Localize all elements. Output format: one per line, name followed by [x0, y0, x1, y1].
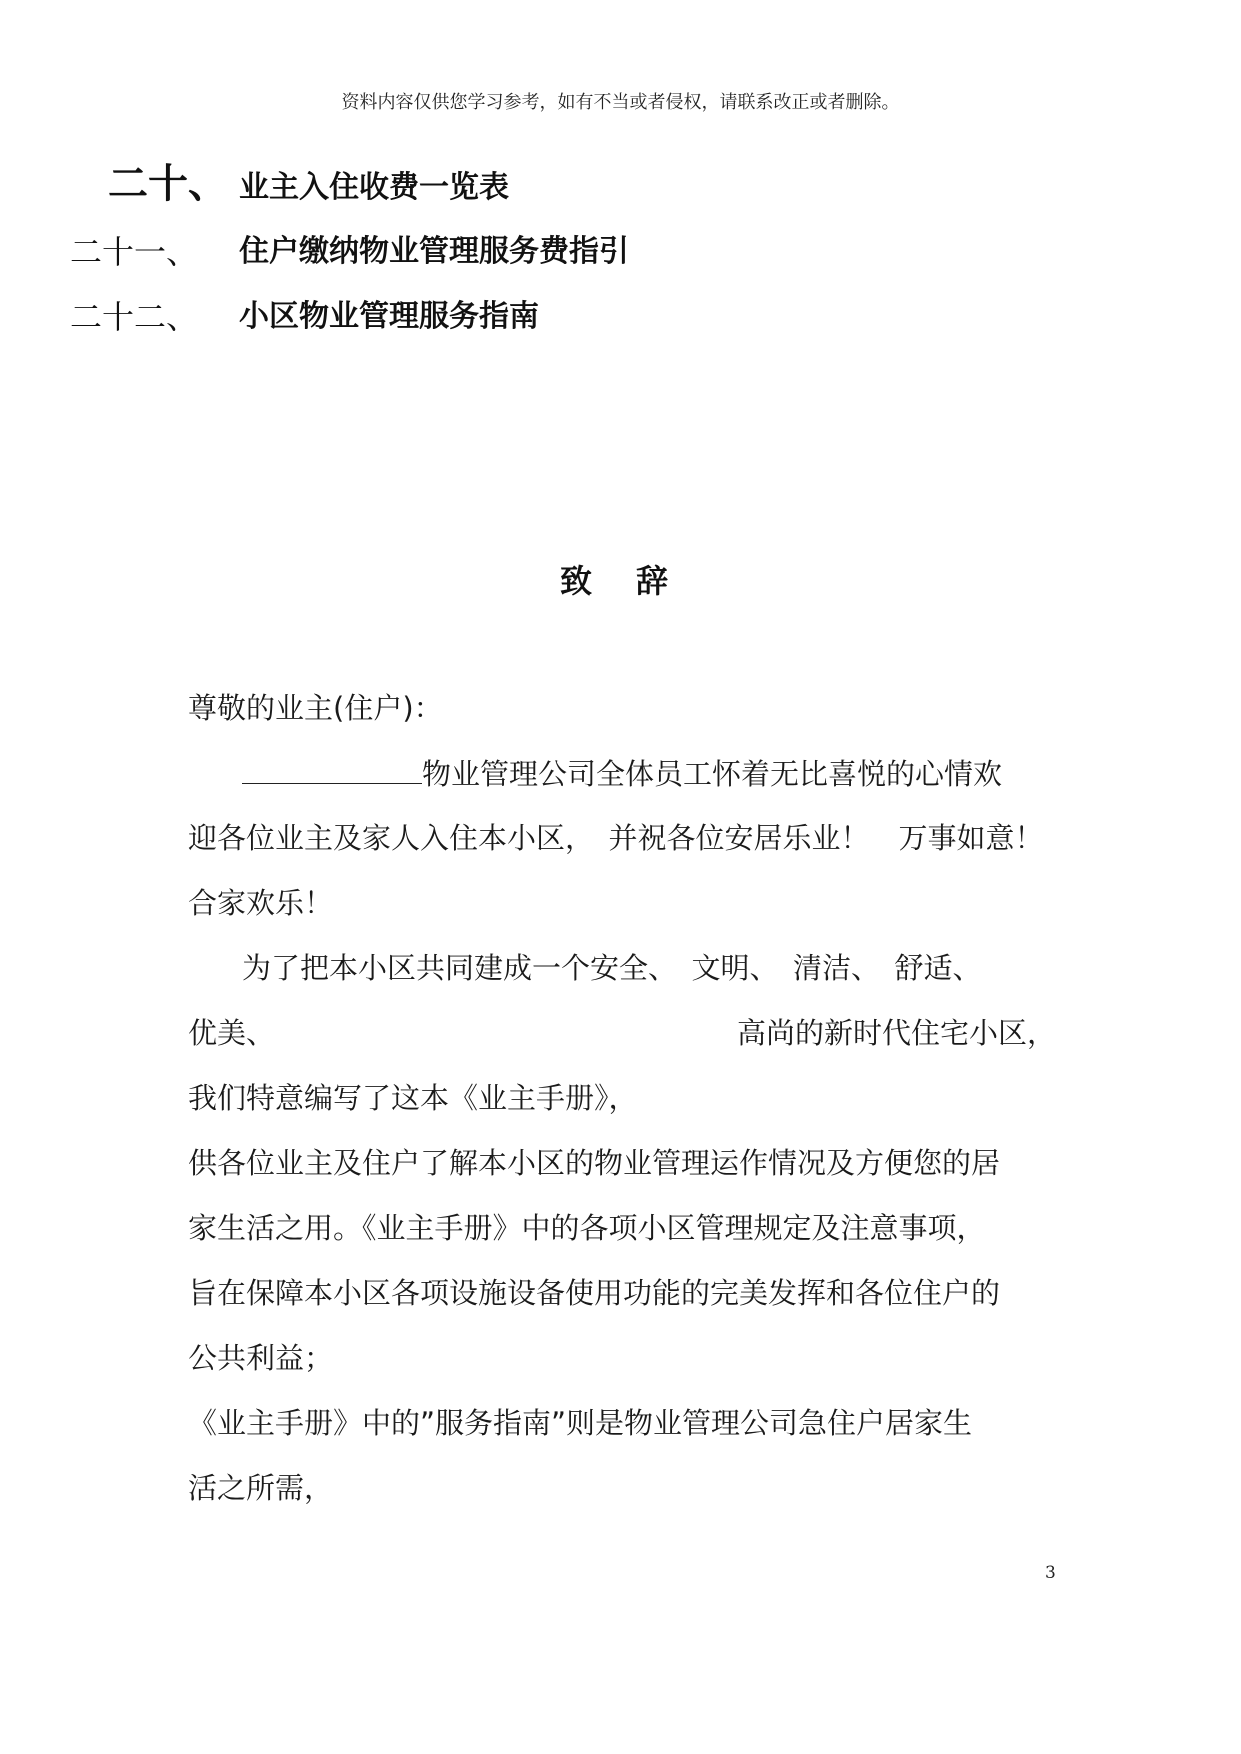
toc-number: 二十、	[108, 161, 228, 207]
page-header-disclaimer: 资料内容仅供您学习参考，如有不当或者侵权，请联系改正或者删除。	[341, 92, 900, 113]
toc-number: 二十一、	[70, 233, 199, 271]
paragraph-line: 我们特意编写了这本《业主手册》，	[188, 1081, 638, 1115]
paragraph-line: 为了把本小区共同建成一个安全、 文明、 清洁、 舒适、	[242, 951, 982, 985]
toc-title: 小区物业管理服务指南	[239, 299, 539, 334]
paragraph-line: 迎各位业主及家人入住本小区， 并祝各位安居乐业！ 万事如意！	[188, 821, 1044, 855]
toc-number: 二十二、	[70, 298, 199, 336]
page-number: 3	[1045, 1563, 1056, 1583]
paragraph-line	[242, 753, 1002, 794]
paragraph-line: 活之所需，	[188, 1471, 334, 1505]
toc-title: 住户缴纳物业管理服务费指引	[239, 234, 629, 269]
paragraph-text: 物业管理公司全体员工怀着无比喜悦的心情欢	[422, 757, 1003, 791]
paragraph-line: 旨在保障本小区各项设施设备使用功能的完美发挥和各位住户的	[188, 1276, 1001, 1310]
company-name-blank	[242, 753, 422, 784]
paragraph-line: 家生活之用。《业主手册》中的各项小区管理规定及注意事项，	[188, 1211, 986, 1245]
paragraph-line: 合家欢乐！	[188, 886, 334, 920]
salutation: 尊敬的业主(住户)：	[188, 691, 443, 725]
section-title: 致辞	[560, 562, 713, 600]
paragraph-line: 供各位业主及住户了解本小区的物业管理运作情况及方便您的居	[188, 1146, 1001, 1180]
toc-title: 业主入住收费一览表	[239, 170, 509, 205]
paragraph-line: 高尚的新时代住宅小区，	[737, 1016, 1057, 1050]
paragraph-line: 优美、	[188, 1016, 276, 1050]
paragraph-line: 《业主手册》中的”服务指南”则是物业管理公司急住户居家生	[188, 1406, 973, 1440]
paragraph-line: 公共利益；	[188, 1341, 334, 1375]
